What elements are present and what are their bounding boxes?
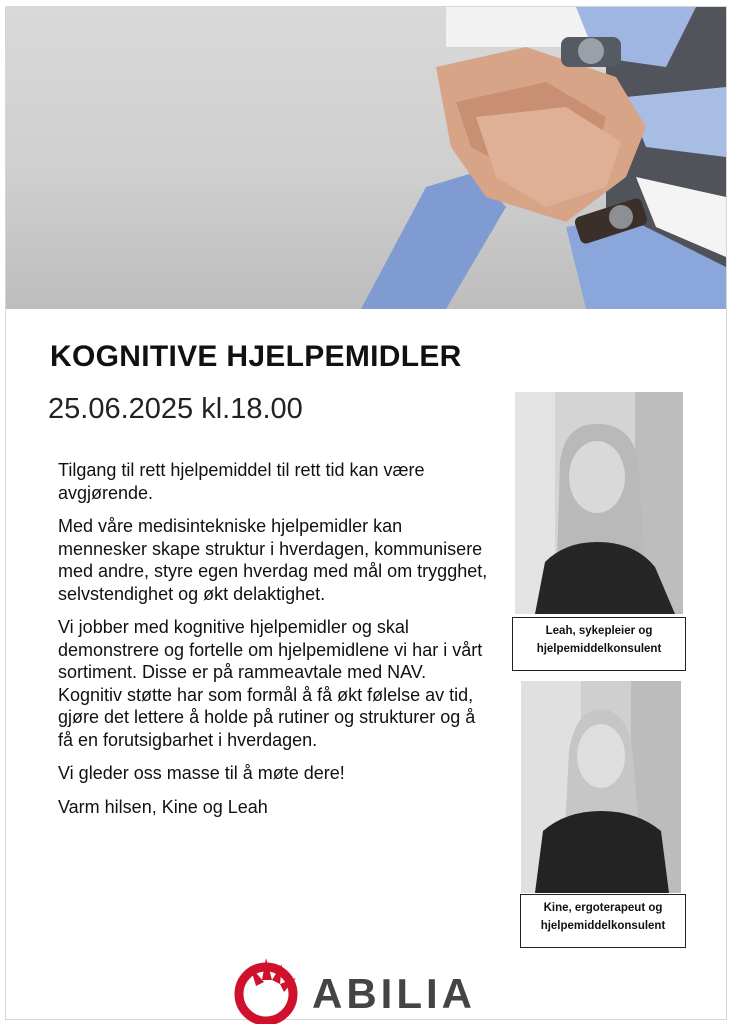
caption-kine-line2: hjelpemiddelkonsulent	[540, 920, 666, 932]
abilia-logo	[232, 958, 502, 1024]
abilia-hand-icon	[232, 958, 304, 1024]
caption-leah	[512, 617, 686, 671]
abilia-wordmark: ABILIA	[312, 970, 476, 1017]
paragraph-intro: Tilgang til rett hjelpemiddel til rett tid kan være avgjørende.	[58, 460, 425, 503]
body-text	[58, 459, 488, 829]
caption-leah-line1: Leah, sykepleier og	[545, 625, 653, 637]
caption-kine	[520, 894, 686, 948]
hands-illustration	[6, 7, 726, 309]
paragraph-greeting: Vi gleder oss masse til å møte dere!	[58, 763, 345, 783]
caption-leah-line2: hjelpemiddelkonsulent	[536, 643, 662, 655]
event-datetime: 25.06.2025 kl.18.00	[48, 393, 303, 425]
hero-photo	[6, 7, 726, 309]
paragraph-signoff: Varm hilsen, Kine og Leah	[58, 796, 268, 817]
portrait-kine	[521, 681, 681, 893]
caption-kine-line1: Kine, ergoterapeut og	[543, 902, 663, 914]
paragraph-cognitive-support: Vi jobber med kognitive hjelpemidler og skal demonstrere og fortelle om hjelpemidlene vi har i vårt sortiment. Disse er på rammeavtale med NAV. Kognitiv støtte har som formål å få økt følelse av tid, gjøre det lettere å holde på rutiner og strukturer og å få en forutsigbarhet i hverdagen.	[58, 617, 483, 750]
page-title: KOGNITIVE HJELPEMIDLER	[50, 340, 462, 373]
portrait-leah	[515, 392, 683, 614]
paragraph-products: Med våre medisintekniske hjelpemidler kan mennesker skape struktur i hverdagen, kommunisere med andre, styre egen hverdag med mål om trygghet, selvstendighet og økt delaktighet.	[58, 516, 488, 604]
